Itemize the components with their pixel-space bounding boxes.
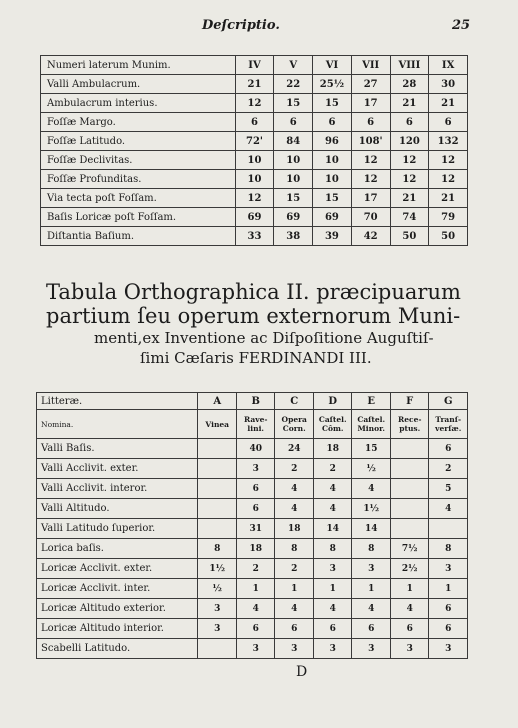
column-header: VII bbox=[351, 56, 390, 75]
table-cell: 74 bbox=[390, 208, 429, 227]
table-cell: 42 bbox=[351, 227, 390, 246]
heading-line-2: partium ſeu operum externorum Muni- bbox=[46, 304, 461, 328]
table-cell: 24 bbox=[275, 439, 314, 459]
table-cell: 6 bbox=[236, 499, 275, 519]
table-cell: 4 bbox=[275, 599, 314, 619]
row-label: Via tecta poſt Foſſam. bbox=[41, 189, 236, 208]
row-label: Lorica baſis. bbox=[37, 539, 198, 559]
column-name: Vinea bbox=[198, 410, 237, 439]
table-cell: 70 bbox=[351, 208, 390, 227]
table-cell: 79 bbox=[429, 208, 468, 227]
table-cell: 1 bbox=[313, 579, 352, 599]
table-cell bbox=[429, 519, 468, 539]
table-row bbox=[37, 599, 468, 619]
table-cell bbox=[390, 499, 429, 519]
table-cell: 4 bbox=[390, 599, 429, 619]
table-cell: 6 bbox=[429, 439, 468, 459]
table-cell: 14 bbox=[313, 519, 352, 539]
table-cell: 3 bbox=[275, 639, 314, 659]
row-label: Valli Acclivit. exter. bbox=[37, 459, 198, 479]
column-name: Caſtel. Côm. bbox=[313, 410, 352, 439]
table-row bbox=[41, 151, 468, 170]
table-row bbox=[37, 619, 468, 639]
row-label: Loricæ Altitudo exterior. bbox=[37, 599, 198, 619]
row-label: Baſis Loricæ poſt Foſſam. bbox=[41, 208, 236, 227]
table-cell: 2 bbox=[275, 459, 314, 479]
heading-line-4: ſimi Cæſaris FERDINANDI III. bbox=[140, 349, 372, 367]
table-cell: ½ bbox=[352, 459, 391, 479]
table-cell: 12 bbox=[390, 151, 429, 170]
table-row bbox=[41, 208, 468, 227]
table-cell: 15 bbox=[313, 94, 352, 113]
column-header: V bbox=[274, 56, 313, 75]
table-cell: 21 bbox=[429, 189, 468, 208]
table-cell: 1½ bbox=[198, 559, 237, 579]
column-name: Opera Corn. bbox=[275, 410, 314, 439]
table-cell: 108' bbox=[351, 132, 390, 151]
table-cell: 12 bbox=[351, 170, 390, 189]
table-cell: 2½ bbox=[390, 559, 429, 579]
running-title: Deſcriptio. bbox=[202, 18, 280, 33]
table-cell: 5 bbox=[429, 479, 468, 499]
table-cell: 6 bbox=[274, 113, 313, 132]
table-cell: 17 bbox=[351, 189, 390, 208]
column-header: IV bbox=[235, 56, 274, 75]
table-cell: 6 bbox=[390, 619, 429, 639]
table-cell: 69 bbox=[274, 208, 313, 227]
table-cell bbox=[390, 439, 429, 459]
column-header: IX bbox=[429, 56, 468, 75]
table-cell: 72' bbox=[235, 132, 274, 151]
table-cell bbox=[390, 519, 429, 539]
table-cell: 21 bbox=[429, 94, 468, 113]
table-row bbox=[37, 539, 468, 559]
table-cell bbox=[390, 479, 429, 499]
row-label: Valli Latitudo ſuperior. bbox=[37, 519, 198, 539]
running-header bbox=[0, 16, 518, 40]
table-row bbox=[37, 459, 468, 479]
table-cell: 21 bbox=[390, 94, 429, 113]
table-cell: 6 bbox=[313, 113, 352, 132]
table-cell: 25½ bbox=[313, 75, 352, 94]
table-cell: 3 bbox=[236, 459, 275, 479]
table-cell: 14 bbox=[352, 519, 391, 539]
table-cell bbox=[198, 459, 237, 479]
table-cell: 3 bbox=[352, 639, 391, 659]
letters-label: Litteræ. bbox=[37, 393, 198, 410]
table-row bbox=[37, 639, 468, 659]
table-row bbox=[41, 170, 468, 189]
table-cell: 4 bbox=[275, 499, 314, 519]
column-letter: F bbox=[390, 393, 429, 410]
heading-line-1: Tabula Orthographica II. præcipuarum bbox=[46, 280, 461, 304]
table-cell bbox=[198, 439, 237, 459]
table-cell: 15 bbox=[313, 189, 352, 208]
table-cell: 18 bbox=[275, 519, 314, 539]
table-row bbox=[37, 579, 468, 599]
column-letter: B bbox=[236, 393, 275, 410]
table-cell: 6 bbox=[429, 113, 468, 132]
table-row bbox=[41, 75, 468, 94]
table-cell: 4 bbox=[429, 499, 468, 519]
table-cell: 8 bbox=[313, 539, 352, 559]
table-cell: 6 bbox=[235, 113, 274, 132]
row-label: Valli Acclivit. interor. bbox=[37, 479, 198, 499]
table-cell: 10 bbox=[313, 170, 352, 189]
table-cell: 10 bbox=[274, 170, 313, 189]
table-cell: 12 bbox=[235, 94, 274, 113]
table-cell: 1 bbox=[352, 579, 391, 599]
table-cell: 3 bbox=[352, 559, 391, 579]
table-cell: 3 bbox=[313, 639, 352, 659]
munimentum-table bbox=[40, 55, 468, 246]
table-cell: 15 bbox=[274, 94, 313, 113]
table-cell: 69 bbox=[313, 208, 352, 227]
table-row bbox=[41, 132, 468, 151]
table-cell: 31 bbox=[236, 519, 275, 539]
column-name: Caſtel. Minor. bbox=[352, 410, 391, 439]
column-header: VIII bbox=[390, 56, 429, 75]
row-label: Loricæ Altitudo interior. bbox=[37, 619, 198, 639]
table-row bbox=[41, 113, 468, 132]
header-label: Numeri laterum Munim. bbox=[41, 56, 236, 75]
table-cell: 10 bbox=[313, 151, 352, 170]
row-label: Foſſæ Latitudo. bbox=[41, 132, 236, 151]
column-letter: D bbox=[313, 393, 352, 410]
table-cell: 28 bbox=[390, 75, 429, 94]
table-cell: 8 bbox=[429, 539, 468, 559]
table-cell: 69 bbox=[235, 208, 274, 227]
table-cell: 12 bbox=[429, 170, 468, 189]
table-row bbox=[37, 499, 468, 519]
table-cell: 3 bbox=[198, 619, 237, 639]
row-label: Loricæ Acclivit. inter. bbox=[37, 579, 198, 599]
table-cell: 1½ bbox=[352, 499, 391, 519]
table-cell: 12 bbox=[235, 189, 274, 208]
table-cell: 84 bbox=[274, 132, 313, 151]
table-cell: 10 bbox=[274, 151, 313, 170]
table-cell: 3 bbox=[198, 599, 237, 619]
table-cell: 8 bbox=[352, 539, 391, 559]
table-cell: 1 bbox=[429, 579, 468, 599]
table-cell bbox=[198, 519, 237, 539]
table-cell: 15 bbox=[274, 189, 313, 208]
table-cell: 2 bbox=[236, 559, 275, 579]
table-row bbox=[41, 227, 468, 246]
column-name: Rave-lini. bbox=[236, 410, 275, 439]
table-cell: 8 bbox=[275, 539, 314, 559]
orthographic-table bbox=[36, 392, 468, 659]
column-letter: G bbox=[429, 393, 468, 410]
table-cell: 6 bbox=[313, 619, 352, 639]
table-row bbox=[37, 519, 468, 539]
names-row bbox=[37, 410, 468, 439]
table-cell: 4 bbox=[313, 499, 352, 519]
column-name: Rece-ptus. bbox=[390, 410, 429, 439]
page-number: 25 bbox=[452, 18, 471, 33]
table-cell: 3 bbox=[236, 639, 275, 659]
table-cell: 22 bbox=[274, 75, 313, 94]
table-cell: 6 bbox=[236, 619, 275, 639]
table-cell: 27 bbox=[351, 75, 390, 94]
table-cell: ½ bbox=[198, 579, 237, 599]
table-cell: 1 bbox=[275, 579, 314, 599]
table-cell: 4 bbox=[313, 599, 352, 619]
table-cell: 3 bbox=[429, 559, 468, 579]
table-cell: 3 bbox=[429, 639, 468, 659]
table-cell: 10 bbox=[235, 151, 274, 170]
column-name: Tranſ-verſæ. bbox=[429, 410, 468, 439]
table-cell: 6 bbox=[390, 113, 429, 132]
table-row bbox=[41, 189, 468, 208]
table-cell: 17 bbox=[351, 94, 390, 113]
table-cell: 6 bbox=[429, 619, 468, 639]
table-cell: 18 bbox=[236, 539, 275, 559]
table-row bbox=[37, 479, 468, 499]
table-cell bbox=[198, 639, 237, 659]
table-cell: 4 bbox=[352, 599, 391, 619]
table-cell: 15 bbox=[352, 439, 391, 459]
table-cell: 10 bbox=[235, 170, 274, 189]
row-label: Foſſæ Margo. bbox=[41, 113, 236, 132]
table-cell: 4 bbox=[236, 599, 275, 619]
row-label: Scabelli Latitudo. bbox=[37, 639, 198, 659]
table-cell: 12 bbox=[351, 151, 390, 170]
table-cell: 1 bbox=[236, 579, 275, 599]
table-cell: 2 bbox=[313, 459, 352, 479]
table-cell bbox=[198, 479, 237, 499]
table-cell bbox=[198, 499, 237, 519]
table-cell: 33 bbox=[235, 227, 274, 246]
table-header-row bbox=[41, 56, 468, 75]
heading-line-3: menti,ex Inventione ac Diſpoſitione Auguſtiſ- bbox=[94, 329, 434, 347]
letters-row bbox=[37, 393, 468, 410]
table-cell: 6 bbox=[351, 113, 390, 132]
table-cell: 38 bbox=[274, 227, 313, 246]
row-label: Foſſæ Profunditas. bbox=[41, 170, 236, 189]
table-cell: 1 bbox=[390, 579, 429, 599]
table-cell: 132 bbox=[429, 132, 468, 151]
table-row bbox=[37, 439, 468, 459]
table-cell: 6 bbox=[236, 479, 275, 499]
table-row bbox=[41, 94, 468, 113]
table-cell: 120 bbox=[390, 132, 429, 151]
row-label: Diſtantia Baſium. bbox=[41, 227, 236, 246]
table-cell: 4 bbox=[275, 479, 314, 499]
table-cell: 3 bbox=[390, 639, 429, 659]
section-heading bbox=[46, 280, 466, 368]
row-label: Ambulacrum interius. bbox=[41, 94, 236, 113]
column-letter: C bbox=[275, 393, 314, 410]
row-label: Valli Altitudo. bbox=[37, 499, 198, 519]
table-cell: 39 bbox=[313, 227, 352, 246]
table-cell: 30 bbox=[429, 75, 468, 94]
row-label: Valli Baſis. bbox=[37, 439, 198, 459]
table-cell: 3 bbox=[313, 559, 352, 579]
table-cell: 4 bbox=[313, 479, 352, 499]
table-cell: 2 bbox=[275, 559, 314, 579]
table-cell: 96 bbox=[313, 132, 352, 151]
table-cell: 12 bbox=[429, 151, 468, 170]
column-header: VI bbox=[313, 56, 352, 75]
table-cell: 6 bbox=[275, 619, 314, 639]
column-letter: A bbox=[198, 393, 237, 410]
signature-mark: D bbox=[296, 664, 308, 680]
table-cell: 8 bbox=[198, 539, 237, 559]
table-cell: 50 bbox=[390, 227, 429, 246]
table-cell: 7½ bbox=[390, 539, 429, 559]
table-cell: 4 bbox=[352, 479, 391, 499]
table-cell: 18 bbox=[313, 439, 352, 459]
table-cell: 21 bbox=[235, 75, 274, 94]
table-cell: 12 bbox=[390, 170, 429, 189]
table-cell: 6 bbox=[429, 599, 468, 619]
table-cell: 21 bbox=[390, 189, 429, 208]
table-cell: 2 bbox=[429, 459, 468, 479]
table-cell: 50 bbox=[429, 227, 468, 246]
names-label: Nomina. bbox=[37, 410, 198, 439]
row-label: Foſſæ Declivitas. bbox=[41, 151, 236, 170]
table-cell: 40 bbox=[236, 439, 275, 459]
row-label: Valli Ambulacrum. bbox=[41, 75, 236, 94]
table-cell bbox=[390, 459, 429, 479]
table-cell: 6 bbox=[352, 619, 391, 639]
table-row bbox=[37, 559, 468, 579]
column-letter: E bbox=[352, 393, 391, 410]
row-label: Loricæ Acclivit. exter. bbox=[37, 559, 198, 579]
